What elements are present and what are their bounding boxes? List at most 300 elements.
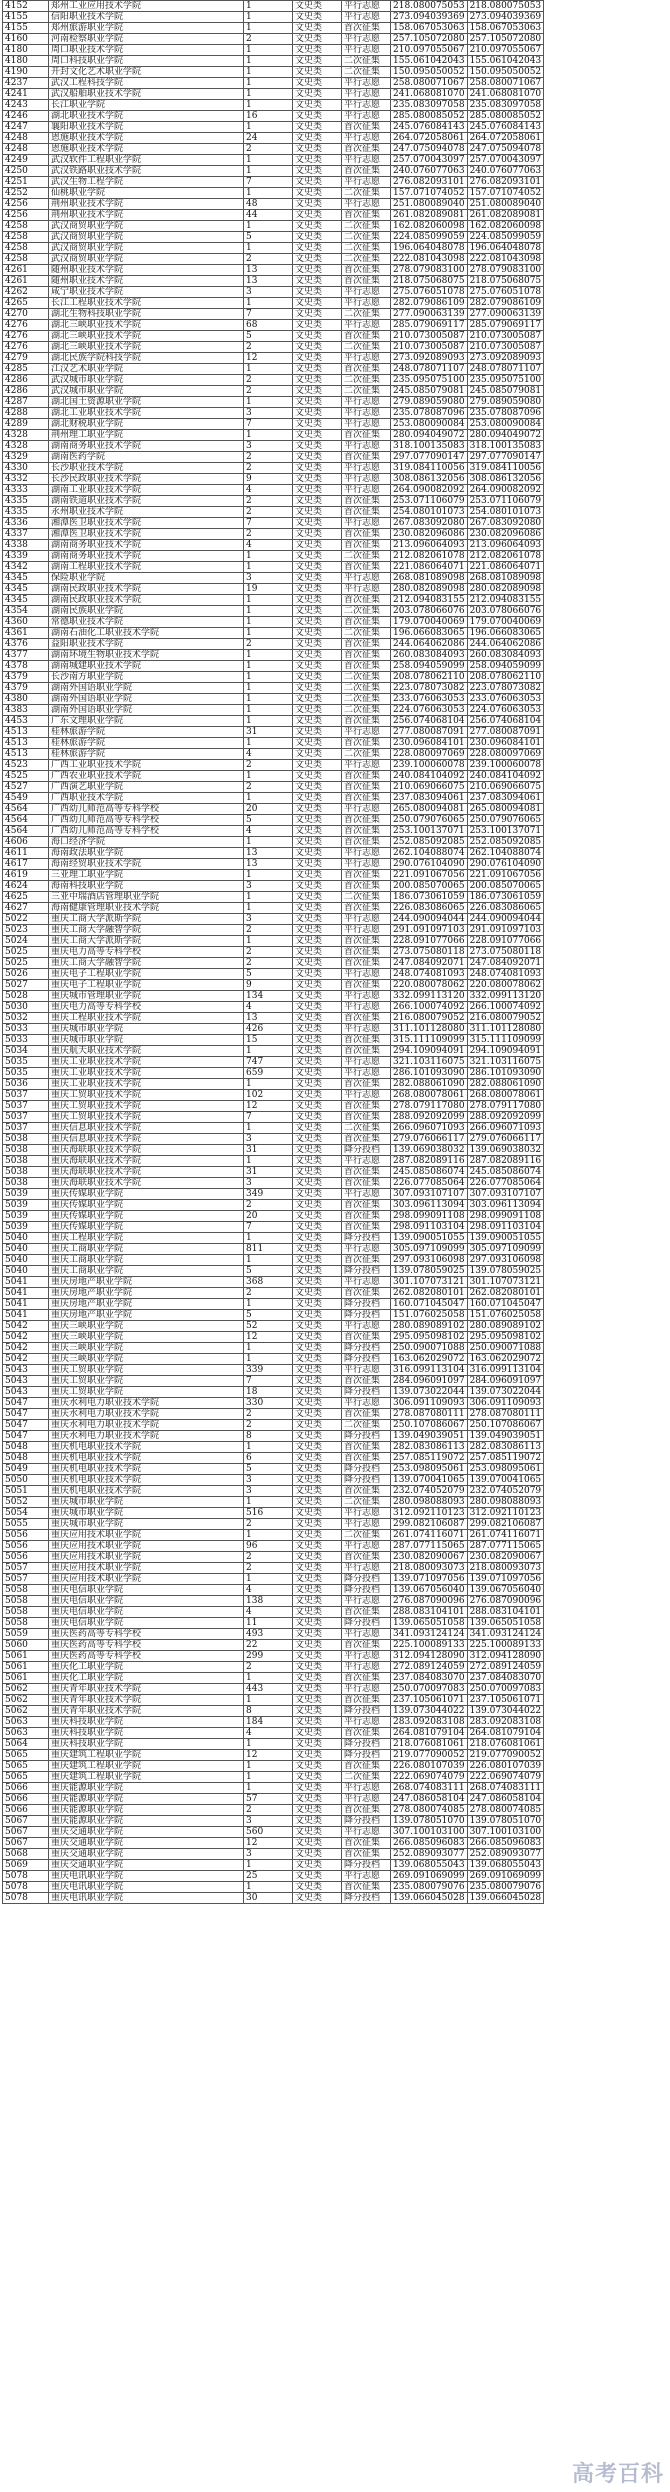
school-name-cell: 重庆建筑工程职业学院 [49,1772,244,1783]
lowest-score-cell: 301.107073121 [467,1277,544,1288]
table-row [3,1607,544,1618]
lowest-score-cell: 279.089059080 [467,397,544,408]
batch-type-cell: 首次征集 [342,529,391,540]
table-row [3,672,544,683]
highest-score-cell: 139.066045028 [391,1893,468,1904]
school-name-cell: 重庆电力高等专科学校 [49,947,244,958]
highest-score-cell: 286.101093090 [391,1068,468,1079]
batch-type-cell: 平行志愿 [342,287,391,298]
admit-count-cell: 2 [244,1563,293,1574]
highest-score-cell: 290.076104090 [391,859,468,870]
lowest-score-cell: 139.067056040 [467,1585,544,1596]
highest-score-cell: 278.080074085 [391,1805,468,1816]
lowest-score-cell: 262.104088074 [467,848,544,859]
school-code-cell: 5058 [3,1585,49,1596]
admit-count-cell: 1 [244,628,293,639]
school-code-cell: 4338 [3,540,49,551]
subject-type-cell: 文史类 [293,804,342,815]
admit-count-cell: 8 [244,1706,293,1717]
lowest-score-cell: 232.074052079 [467,1486,544,1497]
batch-type-cell: 首次征集 [342,903,391,914]
admit-count-cell: 1 [244,1882,293,1893]
lowest-score-cell: 321.103116075 [467,1057,544,1068]
school-code-cell: 5067 [3,1816,49,1827]
school-code-cell: 4276 [3,320,49,331]
admit-count-cell: 8 [244,1431,293,1442]
subject-type-cell: 文史类 [293,122,342,133]
school-name-cell: 湖南石油化工职业技术学院 [49,628,244,639]
batch-type-cell: 二次征集 [342,551,391,562]
school-name-cell: 重庆青年职业技术学院 [49,1706,244,1717]
school-code-cell: 5047 [3,1398,49,1409]
table-row [3,573,544,584]
subject-type-cell: 文史类 [293,1178,342,1189]
highest-score-cell: 273.094039369 [391,12,468,23]
batch-type-cell: 平行志愿 [342,133,391,144]
school-name-cell: 重庆城市职业学院 [49,1519,244,1530]
school-code-cell: 4513 [3,749,49,760]
batch-type-cell: 降分投档 [342,1387,391,1398]
school-name-cell: 重庆电子工程职业学院 [49,969,244,980]
highest-score-cell: 278.079083100 [391,265,468,276]
school-code-cell: 5039 [3,1189,49,1200]
lowest-score-cell: 226.083086065 [467,903,544,914]
table-row [3,859,544,870]
highest-score-cell: 235.080079076 [391,1882,468,1893]
school-name-cell: 广东文理职业学院 [49,716,244,727]
batch-type-cell: 平行志愿 [342,199,391,210]
school-code-cell: 5054 [3,1508,49,1519]
admit-count-cell: 5 [244,969,293,980]
school-name-cell: 永州职业技术学院 [49,507,244,518]
table-row [3,1112,544,1123]
admit-count-cell: 1 [244,1255,293,1266]
lowest-score-cell: 278.080074085 [467,1805,544,1816]
school-code-cell: 5062 [3,1684,49,1695]
subject-type-cell: 文史类 [293,188,342,199]
school-name-cell: 随州职业技术学院 [49,265,244,276]
school-code-cell: 5057 [3,1574,49,1585]
highest-score-cell: 240.076077063 [391,166,468,177]
highest-score-cell: 248.078071107 [391,364,468,375]
table-row [3,1684,544,1695]
batch-type-cell: 二次征集 [342,694,391,705]
school-code-cell: 5032 [3,1013,49,1024]
school-name-cell: 重庆城市职业学院 [49,1035,244,1046]
school-code-cell: 4525 [3,771,49,782]
batch-type-cell: 平行志愿 [342,408,391,419]
table-row [3,1662,544,1673]
batch-type-cell: 降分投档 [342,1233,391,1244]
admit-count-cell: 19 [244,584,293,595]
highest-score-cell: 247.075094078 [391,144,468,155]
batch-type-cell: 首次征集 [342,793,391,804]
highest-score-cell: 267.083092080 [391,518,468,529]
highest-score-cell: 210.097055067 [391,45,468,56]
school-code-cell: 5078 [3,1871,49,1882]
admit-count-cell: 1 [244,397,293,408]
admit-count-cell: 24 [244,133,293,144]
admit-count-cell: 4 [244,540,293,551]
subject-type-cell: 文史类 [293,903,342,914]
highest-score-cell: 240.084104092 [391,771,468,782]
batch-type-cell: 平行志愿 [342,1783,391,1794]
batch-type-cell: 平行志愿 [342,1,391,12]
subject-type-cell: 文史类 [293,199,342,210]
subject-type-cell: 文史类 [293,397,342,408]
subject-type-cell: 文史类 [293,1068,342,1079]
admit-count-cell: 2 [244,342,293,353]
highest-score-cell: 298.091103104 [391,1222,468,1233]
highest-score-cell: 279.076066117 [391,1134,468,1145]
subject-type-cell: 文史类 [293,1090,342,1101]
subject-type-cell: 文史类 [293,155,342,166]
subject-type-cell: 文史类 [293,1398,342,1409]
admit-count-cell: 2 [244,639,293,650]
subject-type-cell: 文史类 [293,1893,342,1904]
school-code-cell: 5068 [3,1849,49,1860]
school-name-cell: 重庆工程职业技术学院 [49,1013,244,1024]
batch-type-cell: 首次征集 [342,1486,391,1497]
subject-type-cell: 文史类 [293,606,342,617]
lowest-score-cell: 267.083092080 [467,518,544,529]
table-row [3,485,544,496]
admission-table-body [3,1,544,1904]
subject-type-cell: 文史类 [293,1123,342,1134]
school-code-cell: 5042 [3,1332,49,1343]
admit-count-cell: 1 [244,1497,293,1508]
school-code-cell: 4286 [3,386,49,397]
subject-type-cell: 文史类 [293,1541,342,1552]
subject-type-cell: 文史类 [293,694,342,705]
school-name-cell: 重庆城市职业学院 [49,1508,244,1519]
school-code-cell: 4339 [3,551,49,562]
school-code-cell: 4252 [3,188,49,199]
lowest-score-cell: 283.092083108 [467,1717,544,1728]
subject-type-cell: 文史类 [293,1497,342,1508]
table-row [3,870,544,881]
school-code-cell: 4513 [3,738,49,749]
school-code-cell: 4270 [3,309,49,320]
batch-type-cell: 首次征集 [342,716,391,727]
table-row [3,210,544,221]
admit-count-cell: 1 [244,606,293,617]
subject-type-cell: 文史类 [293,1574,342,1585]
highest-score-cell: 225.100089133 [391,1640,468,1651]
batch-type-cell: 平行志愿 [342,1398,391,1409]
batch-type-cell: 首次征集 [342,1079,391,1090]
subject-type-cell: 文史类 [293,430,342,441]
school-code-cell: 4180 [3,45,49,56]
lowest-score-cell: 235.078087096 [467,408,544,419]
admit-count-cell: 7 [244,1222,293,1233]
table-row [3,815,544,826]
subject-type-cell: 文史类 [293,133,342,144]
admit-count-cell: 13 [244,1013,293,1024]
school-code-cell: 4258 [3,232,49,243]
highest-score-cell: 261.074116071 [391,1530,468,1541]
lowest-score-cell: 213.096064093 [467,540,544,551]
highest-score-cell: 210.069066075 [391,782,468,793]
table-row [3,1552,544,1563]
school-name-cell: 重庆化工职业学院 [49,1673,244,1684]
highest-score-cell: 297.093106098 [391,1255,468,1266]
lowest-score-cell: 196.064048078 [467,243,544,254]
subject-type-cell: 文史类 [293,1387,342,1398]
school-name-cell: 恩施职业技术学院 [49,133,244,144]
table-row [3,793,544,804]
highest-score-cell: 305.097109099 [391,1244,468,1255]
school-code-cell: 5036 [3,1079,49,1090]
admit-count-cell: 31 [244,1145,293,1156]
highest-score-cell: 139.078059025 [391,1266,468,1277]
school-code-cell: 4288 [3,408,49,419]
admit-count-cell: 1 [244,122,293,133]
admit-count-cell: 1 [244,1123,293,1134]
subject-type-cell: 文史类 [293,276,342,287]
school-name-cell: 重庆应用技术职业学院 [49,1530,244,1541]
highest-score-cell: 341.093124124 [391,1629,468,1640]
school-code-cell: 5025 [3,947,49,958]
highest-score-cell: 301.107073121 [391,1277,468,1288]
table-row [3,826,544,837]
batch-type-cell: 平行志愿 [342,1244,391,1255]
subject-type-cell: 文史类 [293,672,342,683]
school-name-cell: 武汉工程科技学院 [49,78,244,89]
school-name-cell: 重庆机电职业技术学院 [49,1442,244,1453]
subject-type-cell: 文史类 [293,1464,342,1475]
admit-count-cell: 31 [244,727,293,738]
admit-count-cell: 1 [244,716,293,727]
lowest-score-cell: 287.077115065 [467,1541,544,1552]
batch-type-cell: 首次征集 [342,639,391,650]
subject-type-cell: 文史类 [293,661,342,672]
school-name-cell: 河南检察职业学院 [49,34,244,45]
school-name-cell: 重庆城市职业学院 [49,1024,244,1035]
lowest-score-cell: 252.089093077 [467,1849,544,1860]
subject-type-cell: 文史类 [293,584,342,595]
highest-score-cell: 278.079117080 [391,1101,468,1112]
table-row [3,595,544,606]
admit-count-cell: 16 [244,111,293,122]
subject-type-cell: 文史类 [293,166,342,177]
admit-count-cell: 811 [244,1244,293,1255]
school-code-cell: 4378 [3,661,49,672]
school-name-cell: 仙桃职业学院 [49,188,244,199]
subject-type-cell: 文史类 [293,1860,342,1871]
table-row [3,419,544,430]
table-row [3,1882,544,1893]
admit-count-cell: 659 [244,1068,293,1079]
highest-score-cell: 210.073005087 [391,331,468,342]
batch-type-cell: 首次征集 [342,430,391,441]
table-row [3,683,544,694]
batch-type-cell: 首次征集 [342,815,391,826]
school-name-cell: 重庆工商大学派斯学院 [49,936,244,947]
batch-type-cell: 平行志愿 [342,1156,391,1167]
table-row [3,232,544,243]
table-row [3,837,544,848]
lowest-score-cell: 221.086064071 [467,562,544,573]
school-code-cell: 4155 [3,23,49,34]
school-name-cell: 湖南民族职业学院 [49,606,244,617]
batch-type-cell: 首次征集 [342,452,391,463]
school-code-cell: 4332 [3,474,49,485]
admit-count-cell: 3 [244,1475,293,1486]
school-code-cell: 5022 [3,914,49,925]
highest-score-cell: 280.082089098 [391,584,468,595]
lowest-score-cell: 150.095050052 [467,67,544,78]
lowest-score-cell: 237.105061071 [467,1695,544,1706]
subject-type-cell: 文史类 [293,837,342,848]
lowest-score-cell: 220.080078062 [467,980,544,991]
subject-type-cell: 文史类 [293,23,342,34]
admit-count-cell: 7 [244,309,293,320]
lowest-score-cell: 268.074083111 [467,1783,544,1794]
highest-score-cell: 264.072058061 [391,133,468,144]
admit-count-cell: 1 [244,188,293,199]
school-name-cell: 广西农业职业技术学院 [49,771,244,782]
table-row [3,1728,544,1739]
school-name-cell: 周口职业技术学院 [49,45,244,56]
school-name-cell: 重庆海联职业技术学院 [49,1167,244,1178]
subject-type-cell: 文史类 [293,265,342,276]
admit-count-cell: 5 [244,1266,293,1277]
school-code-cell: 5065 [3,1750,49,1761]
admit-count-cell: 1 [244,1343,293,1354]
subject-type-cell: 文史类 [293,892,342,903]
subject-type-cell: 文史类 [293,749,342,760]
school-code-cell: 4379 [3,683,49,694]
batch-type-cell: 首次征集 [342,1101,391,1112]
admit-count-cell: 13 [244,265,293,276]
school-code-cell: 4453 [3,716,49,727]
school-name-cell: 广西职业技术学院 [49,793,244,804]
school-code-cell: 4261 [3,265,49,276]
highest-score-cell: 265.080094081 [391,804,468,815]
batch-type-cell: 首次征集 [342,881,391,892]
school-name-cell: 荆州职业技术学院 [49,210,244,221]
highest-score-cell: 307.093107107 [391,1189,468,1200]
batch-type-cell: 首次征集 [342,1222,391,1233]
school-code-cell: 5056 [3,1552,49,1563]
school-code-cell: 4328 [3,430,49,441]
highest-score-cell: 277.090063139 [391,309,468,320]
subject-type-cell: 文史类 [293,969,342,980]
highest-score-cell: 247.086058104 [391,1794,468,1805]
batch-type-cell: 首次征集 [342,364,391,375]
school-code-cell: 4258 [3,221,49,232]
highest-score-cell: 216.080079052 [391,1013,468,1024]
batch-type-cell: 降分投档 [342,1299,391,1310]
subject-type-cell: 文史类 [293,1244,342,1255]
batch-type-cell: 首次征集 [342,1211,391,1222]
school-code-cell: 5040 [3,1266,49,1277]
table-row [3,243,544,254]
school-name-cell: 三亚中瑞酒店管理职业学院 [49,892,244,903]
school-name-cell: 重庆工贸职业技术学院 [49,1112,244,1123]
table-row [3,782,544,793]
highest-score-cell: 287.077115065 [391,1541,468,1552]
table-row [3,265,544,276]
batch-type-cell: 二次征集 [342,188,391,199]
lowest-score-cell: 222.069074079 [467,1772,544,1783]
admit-count-cell: 18 [244,1387,293,1398]
admit-count-cell: 1 [244,738,293,749]
school-code-cell: 4237 [3,78,49,89]
subject-type-cell: 文史类 [293,1816,342,1827]
lowest-score-cell: 262.082080101 [467,1288,544,1299]
batch-type-cell: 平行志愿 [342,155,391,166]
highest-score-cell: 254.080101073 [391,507,468,518]
batch-type-cell: 首次征集 [342,1453,391,1464]
school-code-cell: 5026 [3,969,49,980]
table-row [3,1,544,12]
admit-count-cell: 3 [244,573,293,584]
highest-score-cell: 244.064062086 [391,639,468,650]
school-code-cell: 4335 [3,496,49,507]
lowest-score-cell: 248.074081093 [467,969,544,980]
admit-count-cell: 4 [244,1585,293,1596]
school-name-cell: 重庆水利电力职业技术学院 [49,1431,244,1442]
batch-type-cell: 平行志愿 [342,1794,391,1805]
batch-type-cell: 首次征集 [342,122,391,133]
batch-type-cell: 平行志愿 [342,1002,391,1013]
batch-type-cell: 降分投档 [342,1475,391,1486]
school-name-cell: 开封文化艺术职业学院 [49,67,244,78]
table-row [3,1189,544,1200]
table-row [3,1519,544,1530]
subject-type-cell: 文史类 [293,859,342,870]
subject-type-cell: 文史类 [293,650,342,661]
highest-score-cell: 318.100135083 [391,441,468,452]
highest-score-cell: 139.073044022 [391,1706,468,1717]
lowest-score-cell: 158.067053063 [467,23,544,34]
batch-type-cell: 降分投档 [342,1310,391,1321]
batch-type-cell: 首次征集 [342,947,391,958]
batch-type-cell: 首次征集 [342,1695,391,1706]
table-row [3,56,544,67]
batch-type-cell: 平行志愿 [342,969,391,980]
school-code-cell: 5062 [3,1695,49,1706]
batch-type-cell: 降分投档 [342,1816,391,1827]
highest-score-cell: 291.091097103 [391,925,468,936]
subject-type-cell: 文史类 [293,683,342,694]
lowest-score-cell: 196.066083065 [467,628,544,639]
highest-score-cell: 253.080090084 [391,419,468,430]
batch-type-cell: 平行志愿 [342,353,391,364]
admit-count-cell: 1 [244,155,293,166]
admit-count-cell: 2 [244,782,293,793]
lowest-score-cell: 308.086132056 [467,474,544,485]
subject-type-cell: 文史类 [293,595,342,606]
admit-count-cell: 560 [244,1827,293,1838]
table-row [3,166,544,177]
lowest-score-cell: 212.094083155 [467,595,544,606]
school-name-cell: 益阳职业技术学院 [49,639,244,650]
table-row [3,463,544,474]
school-name-cell: 武汉城市职业学院 [49,386,244,397]
lowest-score-cell: 139.090051055 [467,1233,544,1244]
batch-type-cell: 首次征集 [342,826,391,837]
admit-count-cell: 102 [244,1090,293,1101]
lowest-score-cell: 305.097109099 [467,1244,544,1255]
school-code-cell: 5027 [3,980,49,991]
table-row [3,254,544,265]
batch-type-cell: 降分投档 [342,1431,391,1442]
highest-score-cell: 253.100137071 [391,826,468,837]
school-code-cell: 4383 [3,705,49,716]
